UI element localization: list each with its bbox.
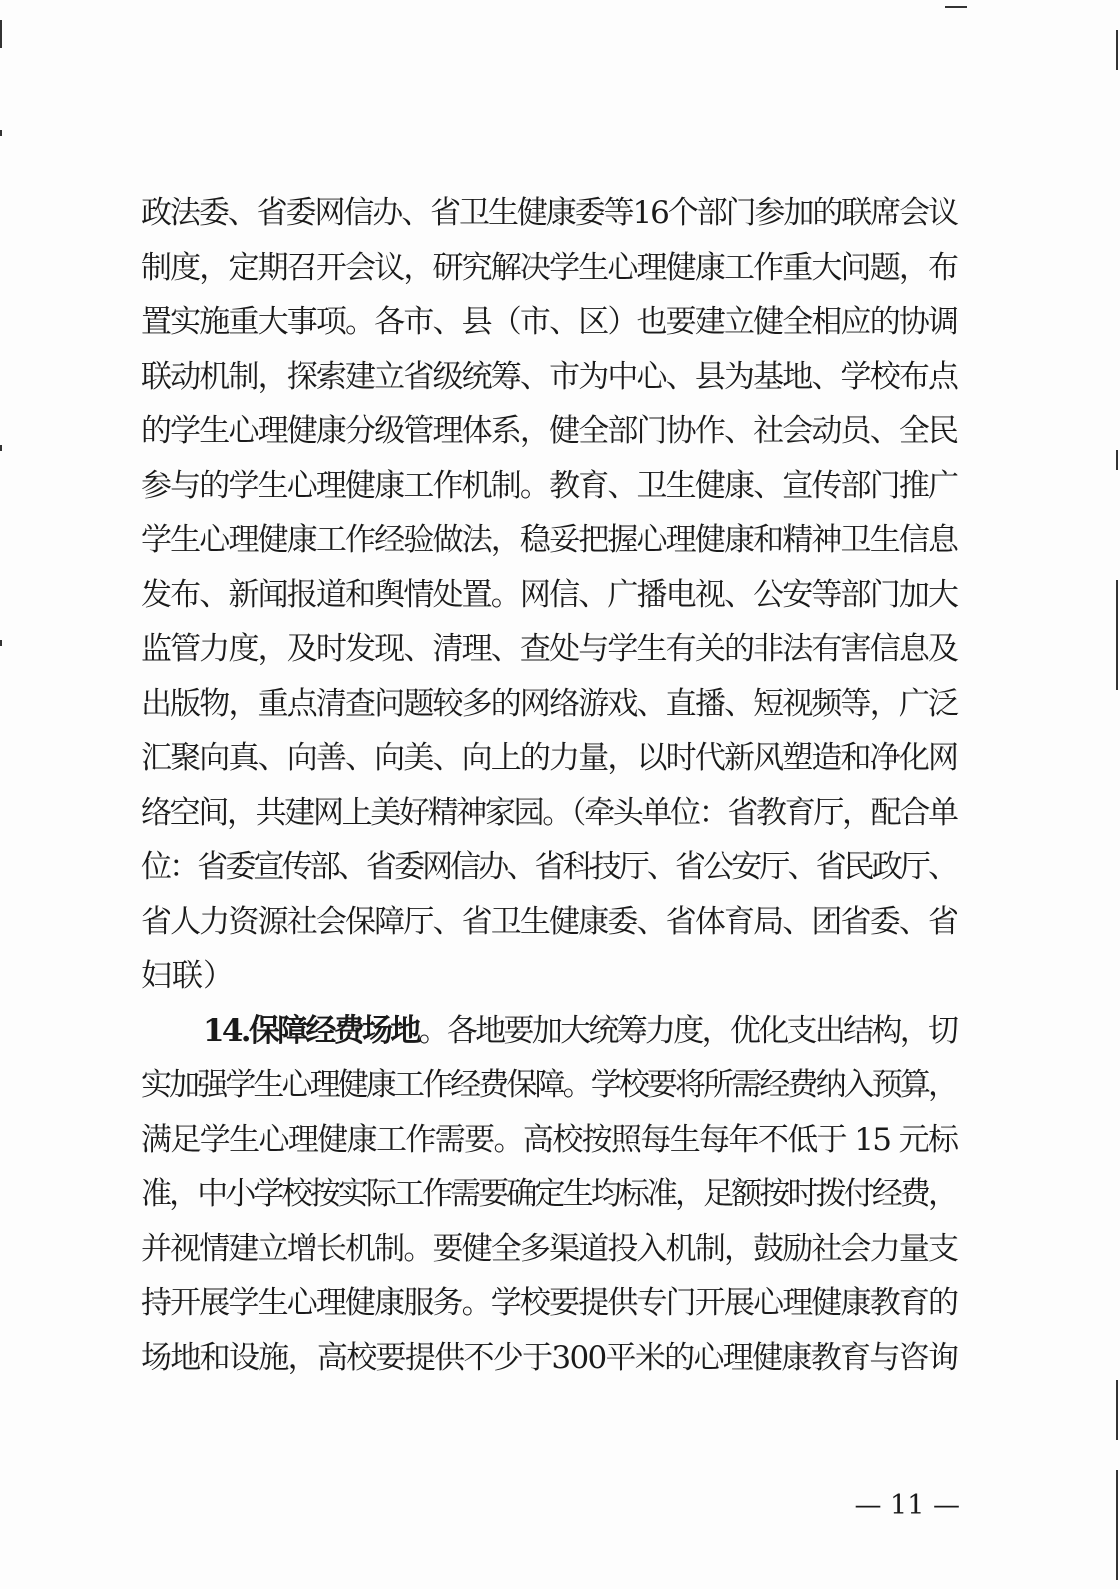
text-line <box>141 295 959 350</box>
text-line-content: 学生心理健康工作经验做法，稳妥把握心理健康和精神卫生信息 <box>141 522 958 558</box>
section-14-heading: 14.保障经费场地 <box>203 1012 419 1049</box>
text-line-content: 出版物，重点清查问题较多的网络游戏、直播、短视频等，广泛 <box>141 685 958 722</box>
text-line <box>141 840 959 895</box>
text-line-content: 妇联） <box>141 958 234 994</box>
text-line-content: 持开展学生心理健康服务。学校要提供专门开展心理健康教育的 <box>141 1285 958 1321</box>
scan-mark-left-2 <box>0 130 2 136</box>
scan-mark-left-1 <box>0 20 2 48</box>
text-line <box>141 1331 959 1386</box>
section-14-line-content: 。各地要加大统筹力度，优化支出结构，切 <box>418 1012 957 1049</box>
scan-mark-right-3 <box>1116 580 1118 690</box>
text-line <box>141 1222 959 1277</box>
text-line-content: 实加强学生心理健康工作经费保障。学校要将所需经费纳入预算， <box>141 1067 957 1103</box>
scan-mark-right-4 <box>1116 1380 1118 1440</box>
text-line <box>141 949 959 1004</box>
text-line-content: 汇聚向真、向善、向美、向上的力量，以时代新风塑造和净化网 <box>141 740 958 776</box>
text-line <box>141 513 959 568</box>
text-line-content: 参与的学生心理健康工作机制。教育、卫生健康、宣传部门推广 <box>141 467 958 504</box>
scan-mark-right-2 <box>1116 450 1118 470</box>
text-line <box>141 241 959 296</box>
text-line-content: 场地和设施，高校要提供不少于300平米的心理健康教育与咨询 <box>141 1339 958 1376</box>
text-line-content: 省人力资源社会保障厅、省卫生健康委、省体育局、团省委、省 <box>141 903 958 940</box>
text-line <box>141 1167 959 1222</box>
text-line-content: 制度，定期召开会议，研究解决学生心理健康工作重大问题，布 <box>141 249 958 286</box>
section-14-first-line-content <box>203 1004 956 1059</box>
scan-mark-left-4 <box>0 640 2 646</box>
text-line-content: 监管力度，及时发现、清理、查处与学生有关的非法有害信息及 <box>141 631 958 667</box>
text-line <box>141 350 959 405</box>
text-line <box>141 459 959 514</box>
text-line <box>141 895 959 950</box>
text-line-content: 发布、新闻报道和舆情处置。网信、广播电视、公安等部门加大 <box>141 576 958 613</box>
text-line-content: 准，中小学校按实际工作需要确定生均标准，足额按时拨付经费， <box>141 1176 957 1212</box>
text-line-content: 的学生心理健康分级管理体系，健全部门协作、社会动员、全民 <box>141 413 958 449</box>
scan-mark-right-1 <box>1116 30 1118 70</box>
page-number: — 11 — <box>854 1490 960 1521</box>
text-line <box>141 1113 959 1168</box>
scan-mark-top-right <box>945 6 967 8</box>
text-line <box>141 622 959 677</box>
text-line-content: 位：省委宣传部、省委网信办、省科技厅、省公安厅、省民政厅、 <box>141 849 957 885</box>
text-line-content: 置实施重大事项。各市、县（市、区）也要建立健全相应的协调 <box>141 304 958 340</box>
text-line <box>141 731 959 786</box>
section-14-first-line <box>141 1004 959 1059</box>
text-line-content: 联动机制，探索建立省级统筹、市为中心、县为基地、学校布点 <box>141 358 958 395</box>
text-line-content: 政法委、省委网信办、省卫生健康委等16个部门参加的联席会议 <box>141 195 957 231</box>
text-line <box>141 404 959 459</box>
text-line <box>141 786 959 841</box>
text-line <box>141 186 959 241</box>
scan-mark-right-5 <box>1116 1470 1118 1580</box>
text-line-content: 络空间，共建网上美好精神家园。（牵头单位：省教育厅，配合单 <box>141 794 957 831</box>
text-line <box>141 1276 959 1331</box>
body-text <box>141 186 959 1385</box>
text-line <box>141 568 959 623</box>
text-line <box>141 1058 959 1113</box>
scan-mark-left-3 <box>0 445 2 451</box>
text-line-content: 并视情建立增长机制。要健全多渠道投入机制，鼓励社会力量支 <box>141 1230 958 1267</box>
text-line-content: 满足学生心理健康工作需要。高校按照每生每年不低于 15 元标 <box>141 1121 958 1158</box>
text-line <box>141 677 959 732</box>
